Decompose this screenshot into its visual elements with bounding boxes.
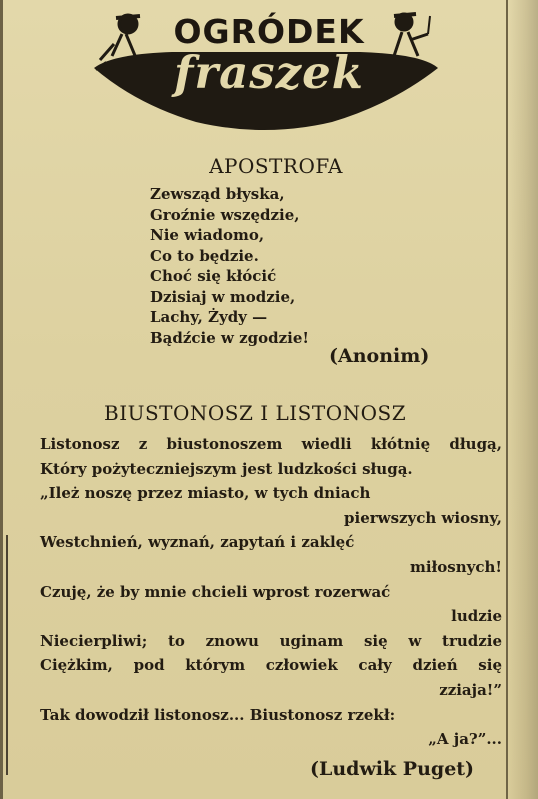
gardener-right-icon	[394, 14, 430, 56]
column-rule-left	[0, 0, 3, 799]
poem2-line: miłosnych!	[409, 557, 502, 576]
poem2-title: BIUSTONOSZ I LISTONOSZ	[104, 401, 407, 425]
poem2-line: Westchnień, wyznań, zapytań i zaklęć	[40, 533, 355, 552]
poem2-line: „Ileż noszę przez miasto, w tych dniach	[40, 484, 371, 503]
poem2-line: Niecierpliwi; to znowu uginam się w trudzie	[40, 631, 502, 650]
poem2-line: Listonosz z biustonoszem wiedli kłótnię długą,	[40, 435, 502, 453]
poem1-title	[0, 154, 538, 178]
poem2-line: Który pożyteczniejszym jest ludzkości sługą.	[40, 459, 413, 478]
poem2-author: (Ludwik Puget)	[310, 758, 475, 780]
poem1-body	[150, 184, 309, 348]
poem1-author: (Anonim)	[329, 345, 430, 367]
poem1-line: Choć się kłócić	[150, 267, 277, 285]
poem1-line: Lachy, Żydy —	[150, 308, 268, 326]
masthead-title: OGRÓDEK	[173, 12, 365, 51]
poem2-line: zziaja!”	[439, 680, 502, 699]
poem1-line: Groźnie wszędzie,	[150, 205, 300, 224]
column-rule-left-inner	[6, 535, 8, 775]
poem2-line: Ciężkim, pod którym człowiek cały dzień się	[40, 656, 502, 675]
poem1-line: Bądźcie w zgodzie!	[150, 328, 309, 347]
adjacent-column-bleed	[508, 0, 538, 799]
masthead	[92, 4, 438, 132]
poem1-line: Dzisiaj w modzie,	[150, 287, 296, 306]
poem1-line: Zewsząd błyska,	[150, 185, 285, 203]
poem2-line: Tak dowodził listonosz... Biustonosz rzekł:	[40, 705, 396, 724]
poem1-line: Co to będzie.	[150, 246, 259, 265]
masthead-subtitle: fraszek	[174, 46, 364, 99]
poem1-line: Nie wiadomo,	[150, 226, 265, 244]
poem2-line: „A ja?”...	[428, 730, 502, 749]
poem2-line: pierwszych wiosny,	[344, 508, 502, 527]
poem1-title-text: APOSTROFA	[209, 154, 343, 178]
poem2-body	[40, 432, 502, 752]
poem2-line: ludzie	[451, 607, 502, 626]
poem2-line: Czuję, że by mnie chcieli wprost rozerwać	[40, 582, 391, 601]
